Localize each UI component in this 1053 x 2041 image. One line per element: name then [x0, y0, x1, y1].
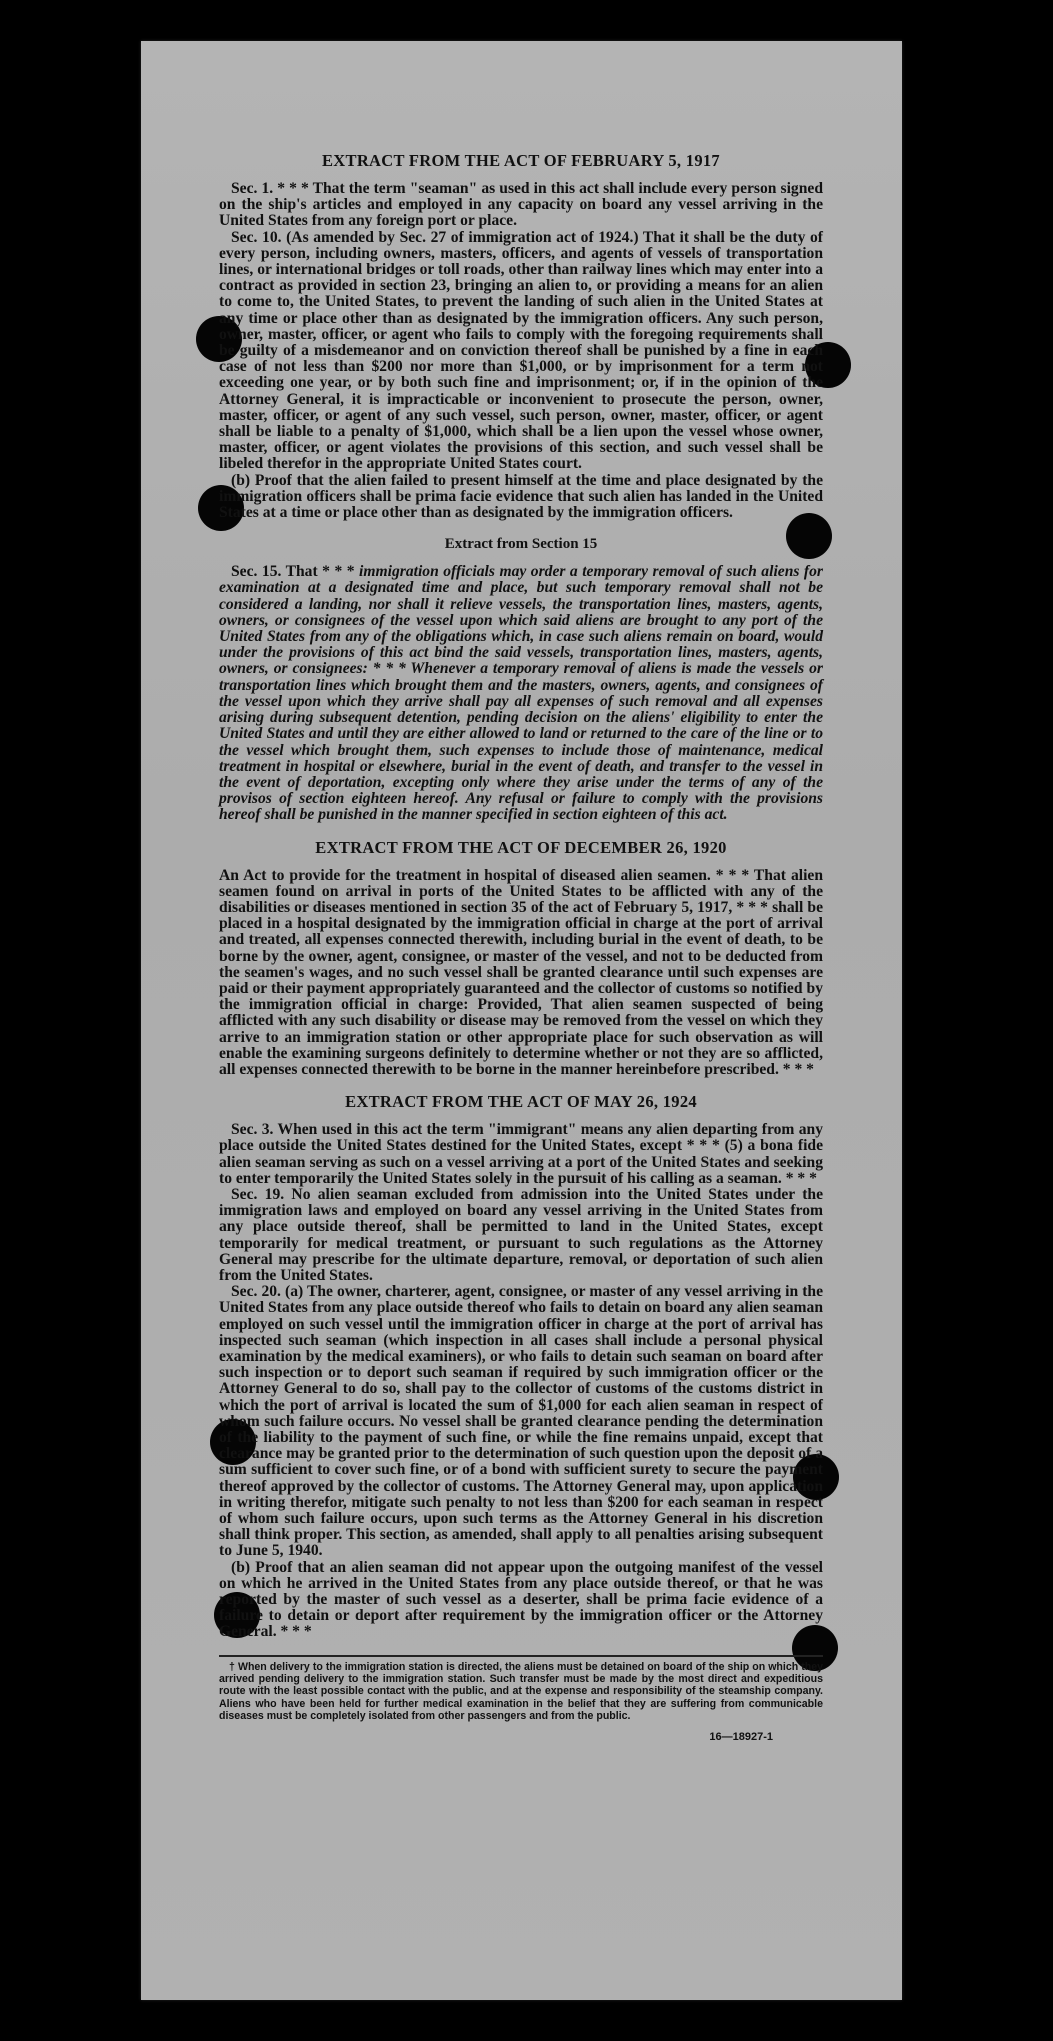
- footnote: † When delivery to the immigration station is directed, the aliens must be detained on board of the ship on which they arrived pending delivery to the immigration station. Such transfer must be made by the most direct and expeditious route with the least possible contact with the public, and at the expense and responsibility of the steamship company. Aliens who have been held for further medical examination in the belief that they are suffering from communicable diseases must be completely isolated from other passengers and from the public.: [219, 1660, 823, 1723]
- document-page: [141, 41, 902, 2000]
- paragraph: (b) Proof that the alien failed to present himself at the time and place designated by the immigration officers shall be prima facie evidence that such alien has landed in the United States at a time or place other than as designated by the immigration officers.: [219, 471, 823, 522]
- paragraph: Sec. 1. * * * That the term "seaman" as used in this act shall include every person signed on the ship's articles and employed in any capacity on board any vessel arriving in the United States from any foreign port or place.: [219, 180, 823, 230]
- section-subheading: Extract from Section 15: [444, 536, 598, 553]
- section-heading: EXTRACT FROM THE ACT OF MAY 26, 1924: [345, 1092, 697, 1112]
- paragraph: Sec. 19. No alien seaman excluded from admission into the United States under the immigration laws and employed on board any vessel arriving in the United States from any place outside thereof, shall be permitted to land in the United States, except temporarily for medical treatment, or pursuant to such regulations as the Attorney General may prescribe for the ultimate departure, removal, or deportation of such alien from the United States.: [219, 1185, 823, 1284]
- paragraph: An Act to provide for the treatment in hospital of diseased alien seamen. * * * That alien seamen found on arrival in ports of the United States to be afflicted with any of the disabilities or diseases mentioned in section 35 of the act of February 5, 1917, * * * shall be placed in a hospital designated by the immigration official in charge at the port of arrival and treated, all expenses connected therewith, including burial in the event of death, to be borne by the owner, agent, consignee, or master of the vessel, and not to be deducted from the seamen's wages, and no such vessel shall be granted clearance until such expenses are paid or their payment appropriately guaranteed and the collector of customs so notified by the immigration official in charge: Provided, That alien seamen suspected of being afflicted with any such disability or disease may be removed from the vessel on which they arrive to an immigration station or other appropriate place for such observation as will enable the examining surgeons definitely to determine whether or not they are so afflicted, all expenses connected therewith to be borne in the manner hereinbefore prescribed. * * *: [219, 866, 823, 1078]
- section-heading: EXTRACT FROM THE ACT OF FEBRUARY 5, 1917: [322, 151, 720, 170]
- footnote-block: [219, 1661, 823, 1743]
- paragraph: [219, 564, 823, 823]
- italic-paragraph-text: immigration officials may order a temporary removal of such aliens for examination at a designated time and place, but such temporary removal shall not be considered a landing, nor shall it relieve vessels, the transportation lines, masters, agents, owners, or consignees of the vessel upon which said aliens are brought to any port of the United States from any of the obligations which, in case such aliens remain on board, would under the provisions of this act bind the said vessels, transportation lines, masters, agents, owners, or consignees: * * * Whenever a temporary removal of aliens is made the vessels or transportation lines which brought them and the masters, owners, agents, and consignees of the vessel upon which they arrive shall pay all expenses of such removal and all expenses arising during subsequent detention, pending decision on the aliens' eligibility to enter the United States and until they are either allowed to land or returned to the care of the line or to the vessel which brought them, such expenses to include those of maintenance, medical treatment in hospital or elsewhere, burial in the event of death, and transfer to the vessel in the event of deportation, excepting only where they arise under the terms of any of the provisos of section eighteen hereof. Any refusal or failure to comply with the provisions hereof shall be punished in the manner specified in section eighteen of this act.: [219, 563, 823, 824]
- paragraph-lead: Sec. 15. That * * *: [231, 563, 355, 581]
- document-body: [219, 151, 823, 1743]
- section-heading: EXTRACT FROM THE ACT OF DECEMBER 26, 1920: [315, 837, 727, 857]
- paragraph: (b) Proof that an alien seaman did not appear upon the outgoing manifest of the vessel on which he arrived in the United States from any place outside thereof, or that he was reported by the master of such vessel as a deserter, shall be prima facie evidence of a failure to detain or deport after requirement by the immigration officer or the Attorney General. * * *: [219, 1558, 823, 1641]
- paragraph: Sec. 20. (a) The owner, charterer, agent, consignee, or master of any vessel arriving in the United States from any place outside thereof who fails to detain on board any alien seaman employed on such vessel until the immigration officer in charge at the port of arrival has inspected such seaman (which inspection in all cases shall include a personal physical examination by the medical examiners), or who fails to detain such seaman on board after such inspection or to deport such seaman if required by such immigration officer or the Attorney General to do so, shall pay to the collector of customs of the customs district in which the port of arrival is located the sum of $1,000 for each alien seaman in respect of whom such failure occurs. No vessel shall be granted clearance pending the determination of the liability to the payment of such fine, or while the fine remains unpaid, except that clearance may be granted prior to the determination of such question upon the deposit of a sum sufficient to cover such fine, or of a bond with sufficient surety to secure the payment thereof approved by the collector of customs. The Attorney General may, upon application in writing therefor, mitigate such penalty to not less than $200 for each seaman in respect of whom such failure occurs, upon such terms as the Attorney General in his discretion shall think proper. This section, as amended, shall apply to all penalties arising subsequent to June 5, 1940.: [219, 1283, 823, 1560]
- paragraph: Sec. 10. (As amended by Sec. 27 of immigration act of 1924.) That it shall be the duty of every person, including owners, masters, officers, and agents of vessels of transportation lines, or international bridges or toll roads, other than railway lines which may enter into a contract as provided in section 23, bringing an alien to, or providing a means for an alien to come to, the United States, to prevent the landing of such alien in the United States at any time or place other than as designated by the immigration officers. Any such person, owner, master, officer, or agent who fails to comply with the foregoing requirements shall be guilty of a misdemeanor and on conviction thereof shall be punished by a fine in each case of not less than $200 nor more than $1,000, or by imprisonment for a term not exceeding one year, or by both such fine and imprisonment; or, if in the opinion of the Attorney General, it is impracticable or inconvenient to prosecute the person, owner, master, officer, or agent of any such vessel, such person, owner, master, officer, or agent shall be liable to a penalty of $1,000, which shall be a lien upon the vessel whose owner, master, officer, or agent violates the provisions of this section, and such vessel shall be libeled therefor in the appropriate United States court.: [219, 228, 823, 473]
- form-number: 16—18927-1: [709, 1730, 773, 1743]
- paragraph: Sec. 3. When used in this act the term "immigrant" means any alien departing from any place outside the United States destined for the United States, except * * * (5) a bona fide alien seaman serving as such on a vessel arriving at a port of the United States and seeking to enter temporarily the United States solely in the pursuit of his calling as a seaman. * * *: [219, 1121, 823, 1187]
- footnote-divider: [219, 1655, 823, 1657]
